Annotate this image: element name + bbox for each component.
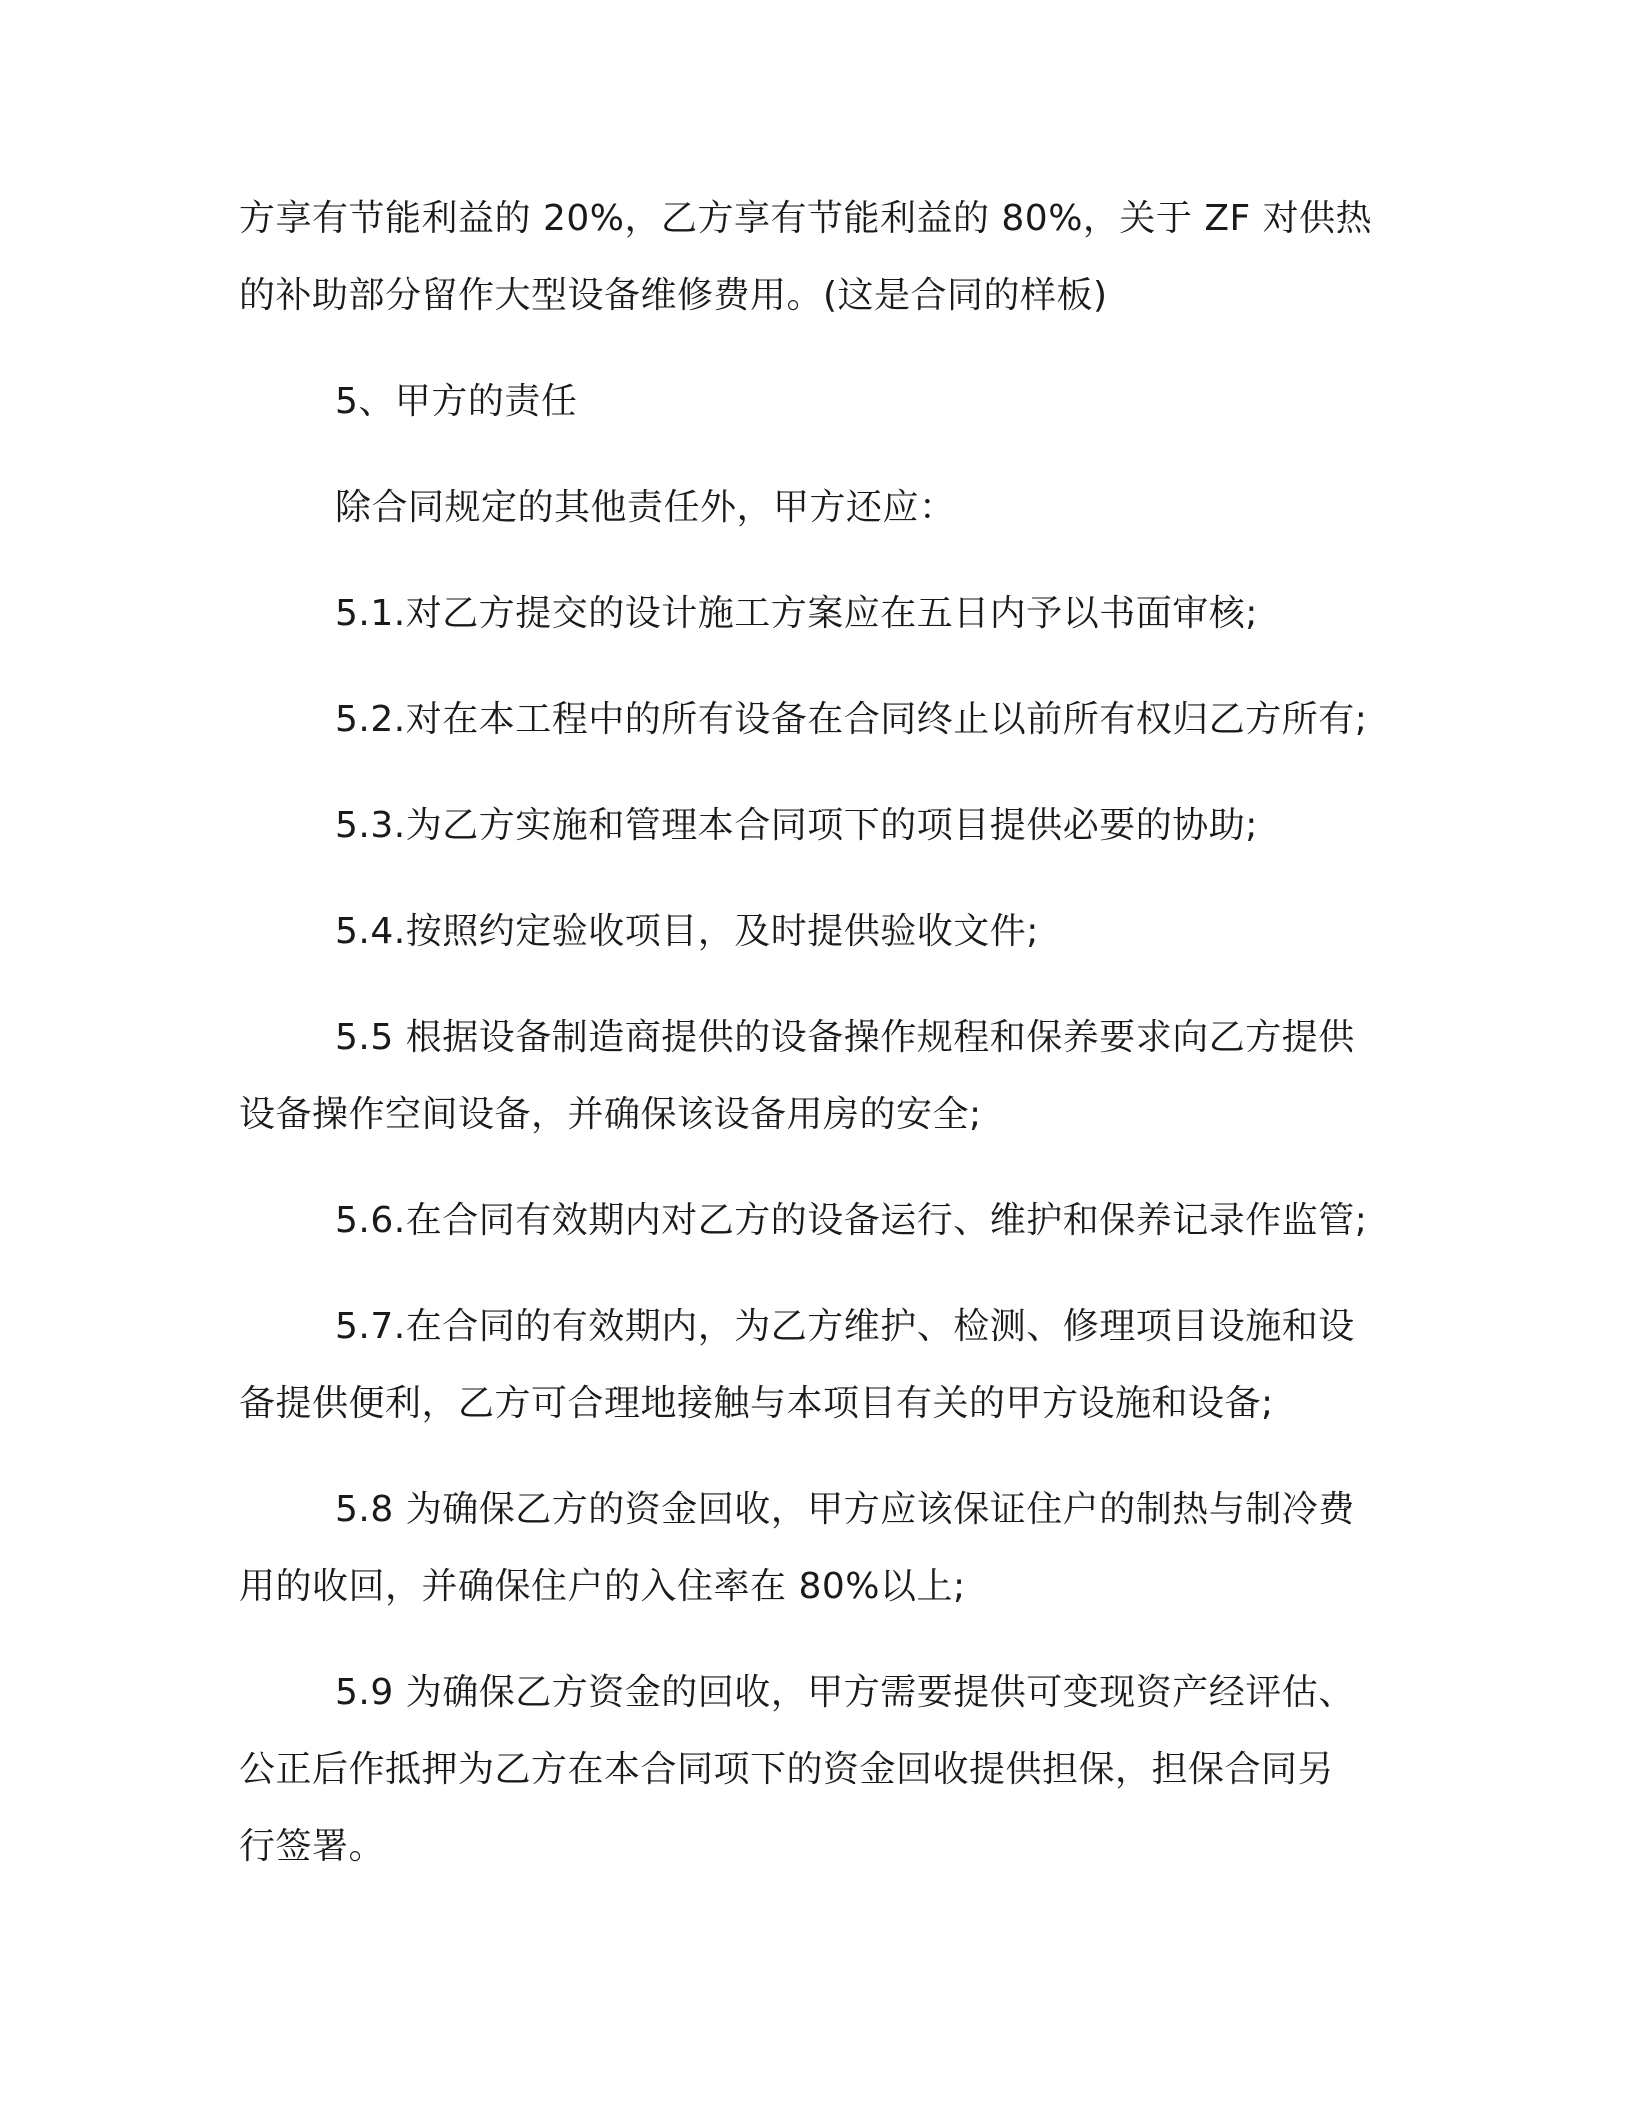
text-line: 5.5 根据设备制造商提供的设备操作规程和保养要求向乙方提供 — [335, 1017, 1355, 1058]
clause-5-9 — [239, 1654, 1399, 1885]
text-line: 5、甲方的责任 — [335, 381, 578, 422]
text-line: 5.1.对乙方提交的设计施工方案应在五日内予以书面审核; — [335, 593, 1258, 634]
document-body — [239, 180, 1399, 1885]
text-line: 方享有节能利益的 20%，乙方享有节能利益的 80%，关于 ZF 对供热 — [239, 198, 1373, 239]
clause-5-2 — [239, 681, 1399, 758]
text-line: 的补助部分留作大型设备维修费用。(这是合同的样板) — [239, 275, 1108, 316]
text-line: 5.3.为乙方实施和管理本合同项下的项目提供必要的协助; — [335, 805, 1258, 846]
paragraph-continuation — [239, 180, 1399, 334]
paragraph-intro — [239, 469, 1399, 546]
clause-5-5 — [239, 999, 1399, 1153]
text-line: 用的收回，并确保住户的入住率在 80%以上; — [239, 1566, 966, 1607]
clause-5-7 — [239, 1288, 1399, 1442]
clause-5-4 — [239, 893, 1399, 970]
section-heading — [239, 363, 1399, 440]
text-line: 5.6.在合同有效期内对乙方的设备运行、维护和保养记录作监管; — [335, 1200, 1368, 1241]
text-line: 设备操作空间设备，并确保该设备用房的安全; — [239, 1094, 982, 1135]
clause-5-3 — [239, 787, 1399, 864]
text-line: 除合同规定的其他责任外，甲方还应： — [335, 487, 956, 528]
text-line: 5.8 为确保乙方的资金回收，甲方应该保证住户的制热与制冷费 — [335, 1489, 1355, 1530]
clause-5-1 — [239, 575, 1399, 652]
clause-5-6 — [239, 1182, 1399, 1259]
text-line: 5.2.对在本工程中的所有设备在合同终止以前所有权归乙方所有; — [335, 699, 1368, 740]
clause-5-8 — [239, 1471, 1399, 1625]
text-line: 公正后作抵押为乙方在本合同项下的资金回收提供担保，担保合同另 — [239, 1749, 1335, 1790]
text-line: 备提供便利，乙方可合理地接触与本项目有关的甲方设施和设备; — [239, 1383, 1274, 1424]
text-line: 5.4.按照约定验收项目，及时提供验收文件; — [335, 911, 1039, 952]
text-line: 5.7.在合同的有效期内，为乙方维护、检测、修理项目设施和设 — [335, 1306, 1355, 1347]
text-line: 5.9 为确保乙方资金的回收，甲方需要提供可变现资产经评估、 — [335, 1672, 1355, 1713]
text-line: 行签署。 — [239, 1826, 386, 1867]
